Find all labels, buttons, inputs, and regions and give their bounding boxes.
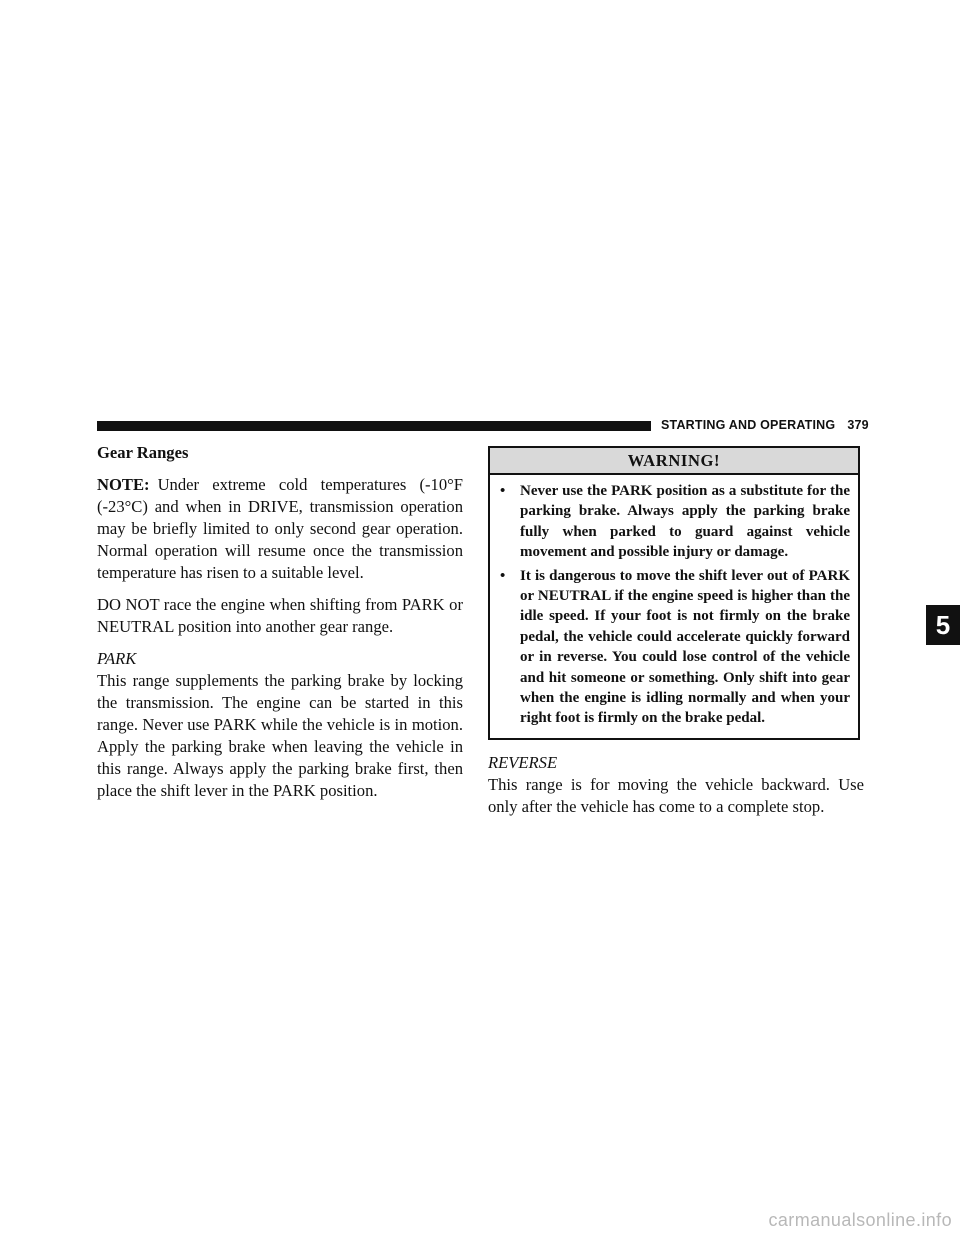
warning-item-text: It is dangerous to move the shift lever out of PARK or NEUTRAL if the engine speed is higher than the idle speed. If your foot is not firmly on the brake pedal, the vehicle could accelerate quickly forward or in reverse. You could lose control of the vehicle and hit someone or something. Only shift into gear when the engine is idling normally and when your right foot is firmly on the brake pedal. bbox=[520, 567, 850, 727]
warning-title: WARNING! bbox=[490, 448, 858, 475]
bullet-icon: • bbox=[500, 483, 506, 499]
note-paragraph bbox=[97, 474, 463, 584]
reverse-section bbox=[488, 752, 864, 818]
race-engine-paragraph: DO NOT race the engine when shifting from PARK or NEUTRAL position into another gear range. bbox=[97, 595, 463, 636]
note-label: NOTE: bbox=[97, 475, 150, 494]
park-text: This range supplements the parking brake by locking the transmission. The engine can be started in this range. Never use PARK while the vehicle is in motion. Apply the parking brake when leaving the vehicle in this range. Always apply the parking brake first, then place the shift lever in the PARK position. bbox=[97, 671, 463, 800]
header-rule bbox=[97, 421, 651, 431]
left-column bbox=[97, 442, 463, 812]
bullet-icon: • bbox=[500, 567, 506, 584]
warning-item bbox=[500, 481, 850, 563]
warning-item bbox=[500, 566, 850, 729]
right-column bbox=[488, 446, 864, 828]
chapter-tab: 5 bbox=[926, 605, 960, 645]
reverse-text: This range is for moving the vehicle backward. Use only after the vehicle has come to a complete stop. bbox=[488, 774, 864, 816]
section-title: STARTING AND OPERATING bbox=[661, 418, 836, 432]
warning-list bbox=[490, 475, 858, 738]
page-number: 379 bbox=[847, 418, 869, 432]
watermark: carmanualsonline.info bbox=[768, 1210, 952, 1230]
park-section bbox=[97, 648, 463, 802]
warning-box bbox=[488, 446, 860, 740]
running-header bbox=[661, 418, 869, 432]
warning-item-text: Never use the PARK position as a substitute for the parking brake. Always apply the parking brake fully when parked to guard against vehicle movement and possible injury or damage. bbox=[520, 483, 850, 561]
gear-ranges-heading: Gear Ranges bbox=[97, 443, 189, 462]
reverse-heading: REVERSE bbox=[488, 752, 558, 772]
note-text: Under extreme cold temperatures (-10°F (-23°C) and when in DRIVE, transmission operation may be briefly limited to only second gear operation. Normal operation will resume once the transmission temperature has risen to a suitable level. bbox=[97, 475, 463, 582]
park-heading: PARK bbox=[97, 649, 137, 668]
